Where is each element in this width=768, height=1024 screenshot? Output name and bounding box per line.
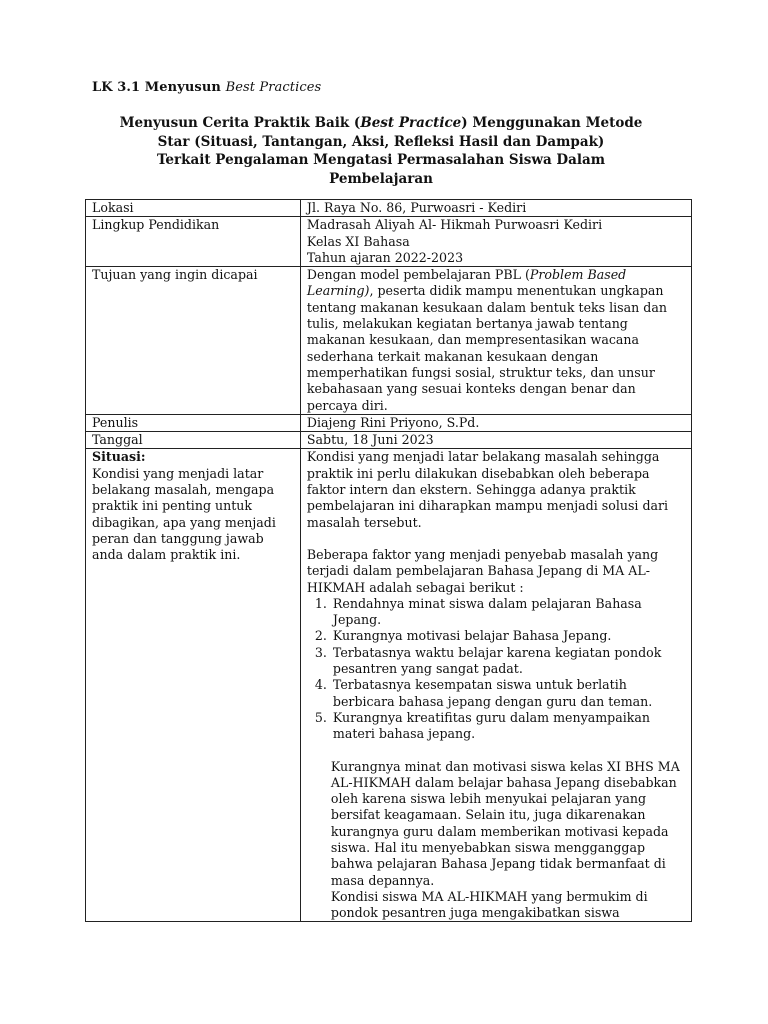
situasi-paragraph-1: Kondisi yang menjadi latar belakang masalah sehingga praktik ini perlu dilakukan disebabkan oleh beberapa faktor intern dan ekstern. Sehingga adanya praktik pembelajaran ini diharapkan mampu menjadi solusi dari masalah tersebut. (306, 449, 669, 530)
factor-list (307, 596, 685, 743)
tanggal-label: Tanggal (86, 432, 301, 449)
list-item: 1. Rendahnya minat siswa dalam pelajaran Bahasa Jepang. (331, 596, 685, 629)
paragraph-gap (307, 531, 685, 547)
situasi-paragraph-4: Kondisi siswa MA AL-HIKMAH yang bermukim di pondok pesantren juga mengakibatkan siswa (330, 888, 648, 921)
list-item: 4. Terbatasnya kesempatan siswa untuk berlatih berbicara bahasa jepang dengan guru dan teman. (331, 677, 685, 710)
worksheet-label (92, 80, 321, 95)
tanggal-value: Sabtu, 18 Juni 2023 (300, 432, 691, 449)
lingkup-value (300, 217, 691, 267)
lokasi-value: Jl. Raya No. 86, Purwoasri - Kediri (300, 200, 691, 217)
document-heading (86, 114, 676, 188)
lingkup-school: Madrasah Aliyah Al- Hikmah Purwoasri Kediri (306, 217, 603, 233)
lingkup-year: Tahun ajaran 2022-2023 (306, 249, 464, 265)
penulis-label: Penulis (86, 414, 301, 431)
table-row-situasi (86, 449, 692, 922)
lingkup-class: Kelas XI Bahasa (306, 233, 410, 249)
list-item: 3. Terbatasnya waktu belajar karena kegiatan pondok pesantren yang sangat padat. (331, 645, 685, 678)
list-item: 5. Kurangnya kreatifitas guru dalam menyampaikan materi bahasa jepang. (331, 710, 685, 743)
tujuan-label: Tujuan yang ingin dicapai (86, 267, 301, 415)
table-row-tujuan (86, 267, 692, 415)
worksheet-label-italic: Best Practices (225, 80, 322, 95)
heading-line-1-italic: Best Practice (360, 115, 462, 131)
worksheet-label-text: LK 3.1 Menyusun (92, 80, 221, 95)
table-row-lokasi (86, 200, 692, 217)
heading-line-3: Terkait Pengalaman Mengatasi Permasalahan Siswa Dalam (156, 152, 606, 168)
table-row-tanggal (86, 432, 692, 449)
list-item: 2. Kurangnya motivasi belajar Bahasa Jepang. (331, 628, 685, 644)
tujuan-text-b: , peserta didik mampu menentukan ungkapan tentang makanan kesukaan dalam bentuk teks lisan dan tulis, melakukan kegiatan bertanya jawab tentang makanan kesukaan, dan mempresentasikan wacana sederhana terkait makanan kesukaan dengan memperhatikan fungsi sosial, struktur teks, dan unsur kebahasaan yang sesuai konteks dengan benar dan percaya diri. (306, 283, 667, 413)
situasi-paragraph-3: Kurangnya minat dan motivasi siswa kelas XI BHS MA AL-HIKMAH dalam belajar bahasa Jepang disebabkan oleh karena siswa lebih menyukai pelajaran yang bersifat keagamaan. Selain itu, juga dikarenakan kurangnya guru dalam memberikan motivasi kepada siswa. Hal itu menyebabkan siswa mengganggap bahwa pelajaran Bahasa Jepang tidak bermanfaat di masa depannya. (330, 758, 680, 888)
heading-line-2: Star (Situasi, Tantangan, Aksi, Refleksi Hasil dan Dampak) (157, 133, 605, 150)
situasi-label-cell (86, 449, 301, 922)
situasi-value (300, 449, 691, 922)
heading-line-4: Pembelajaran (329, 170, 433, 187)
lokasi-label: Lokasi (86, 200, 301, 217)
tujuan-value (300, 267, 691, 415)
tujuan-text-italic: Problem Based Learning) (306, 267, 627, 299)
heading-line-1-b: ) Menggunakan Metode (461, 115, 643, 131)
situasi-description: Kondisi yang menjadi latar belakang masalah, mengapa praktik ini penting untuk dibagikan, apa yang menjadi peran dan tanggung jawab anda dalam praktik ini. (92, 465, 276, 563)
situasi-label: Situasi: (92, 449, 146, 465)
table-row-penulis (86, 414, 692, 431)
paragraph-gap (307, 743, 685, 759)
best-practice-table (85, 199, 692, 922)
penulis-value: Diajeng Rini Priyono, S.Pd. (300, 414, 691, 431)
heading-line-1 (86, 114, 676, 133)
tujuan-text-a: Dengan model pembelajaran PBL ( (306, 267, 530, 283)
table-row-lingkup (86, 217, 692, 267)
heading-line-1-a: Menyusun Cerita Praktik Baik ( (119, 115, 361, 131)
situasi-paragraph-2: Beberapa faktor yang menjadi penyebab masalah yang terjadi dalam pembelajaran Bahasa Jepang di MA AL-HIKMAH adalah sebagai berikut : (306, 546, 659, 595)
lingkup-label: Lingkup Pendidikan (86, 217, 301, 267)
